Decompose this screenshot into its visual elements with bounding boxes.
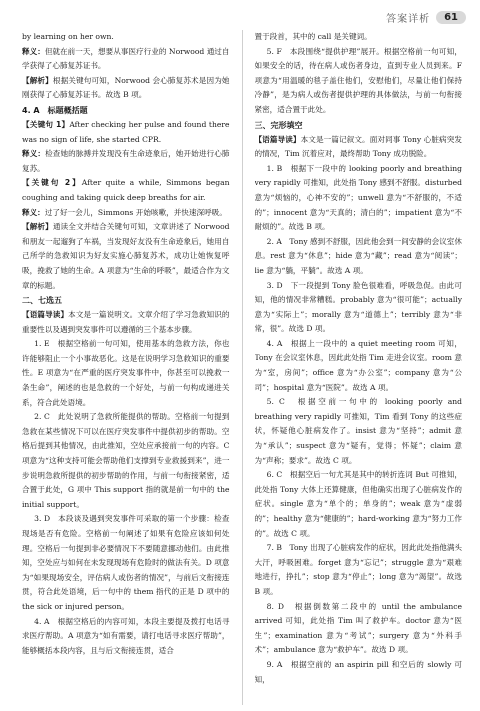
paragraph-text: 本文是一篇记叙文。面对同事 Tony 心脏病突发的情况，Tim 沉着应对，最终帮助 Tony 成功脱险。 — [254, 134, 462, 159]
paragraph-text: 1. B 根据下一段中的 looking poorly and breathing very rapidly 可推知，此处指 Tony 感到不舒服。disturbed 意为“烦恼的，心神不安的”；unwell 意为“不舒服的，不适的”；innocent 意为“天真的；清白的”；impatient 意为“不耐烦的”。故选 B 项。 — [254, 163, 462, 232]
paragraph-text: 2. A Tony 感到不舒服，因此他会到一间安静的会议室休息。rest 意为“休息”；hide 意为“藏”；read 意为“阅读”；lie 意为“躺，平躺”。故选 A 项。 — [254, 236, 462, 275]
paragraph — [255, 337, 463, 395]
paragraph — [255, 45, 463, 118]
paragraph-text: 3. D 本段谈及遇到突发事件可采取的第一个步骤：检查现场是否有危险。空格前一句阐述了如果有危险应该如何处理。空格后一句提到非必要情况下不要随意挪动他们。由此推知，空处应与如何在未发现现场有危险时的做法有关。D 项意为“如果现场安全，评估病人或伤者的情况”，与前后文衔接连贯，符合此处语境，后一句中的 them 指代的正是 D 项中的 the sick or injured person。 — [22, 514, 230, 611]
paragraph-label: 【语篇导读】 — [254, 134, 301, 144]
paragraph — [22, 30, 230, 45]
section-heading — [22, 103, 230, 118]
paragraph-label: 释义： — [22, 207, 45, 217]
header-title: 答案详析 — [386, 14, 431, 25]
paragraph — [255, 279, 463, 337]
paragraph-text: 7. B Tony 出现了心脏病发作的症状，因此此处指他满头大汗，呼吸困难。forget 意为“忘记”；struggle 意为“艰难地进行，挣扎”；stop 意为“停止”；long 意为“渴望”。故选 B 项。 — [254, 543, 462, 596]
paragraph — [255, 541, 463, 599]
section-heading — [255, 118, 463, 133]
paragraph-text: 二、七选五 — [22, 296, 62, 306]
page-header — [386, 10, 466, 25]
paragraph-text: by learning on her own. — [22, 32, 114, 41]
left-column — [22, 30, 230, 705]
paragraph-text: 通读全文并结合关键句可知，文章讲述了 Norwood 和朋友一起遛狗了车祸，当发现好友没有生命迹象后，她用自己所学的急救知识为好友实施心肺复苏术，成功让她恢复呼吸，挽救了她的生命。A 项意为“生命的呼吸”，最适合作为文章的标题。 — [22, 222, 230, 290]
two-column-body — [22, 30, 462, 705]
paragraph-text: 2. C 此处说明了急救所能提供的帮助。空格前一句提到急救在某些情况下可以在医疗突发事件中提供初步的帮助。空格后提到其他情况，由此推知，空处应承接前一句的内容。C 项意为“这种支持可能会帮助他们支撑到专业救援到来”，进一步说明急救所提供的初步帮助的作用，与前一句衔接紧密，适合置于此处，G 项中 This support 指的就是前一句中的 the initial support。 — [22, 412, 230, 509]
paragraph — [22, 220, 230, 293]
section-heading — [22, 293, 230, 308]
paragraph — [22, 206, 230, 221]
paragraph-label: 【关键句 1】 — [22, 119, 70, 129]
paragraph-text: 4. A 根据空格后的内容可知，本段主要提及拨打电话寻求医疗帮助。A 项意为“如有需要，请打电话寻求医疗帮助”，能够概括本段内容，且与后文衔接连贯，适合 — [22, 616, 230, 655]
paragraph-text: 但就在前一天，想要从事医疗行业的 Norwood 通过自学获得了心肺复苏证书。 — [22, 46, 230, 71]
paragraph-label: 【关键句 2】 — [22, 178, 82, 188]
paragraph-text: 置于段首，其中的 call 是关键词。 — [254, 32, 372, 41]
paragraph-label: 【语篇导读】 — [22, 310, 69, 320]
paragraph — [255, 658, 463, 687]
paragraph — [22, 147, 230, 176]
page-number-badge: 61 — [436, 11, 466, 24]
paragraph-label: 释义： — [22, 149, 46, 159]
paragraph-text: 8. D 根据倒数第二段中的 until the ambulance arrived 可知，此处指 Tim 叫了救护车。doctor 意为“医生”；examination 意为“考试”；surgery 意为“外科手术”；ambulance 意为“救护车”。故选 D 项。 — [254, 601, 462, 655]
paragraph-text: 4. A 根据上一段中的 a quiet meeting room 可知，Tony 在会议室休息，因此此处指 Tim 走进会议室。room 意为“室，房间”；office 意为“办公室”；company 意为“公司”；hospital 意为“医院”。故选 A 项。 — [254, 338, 462, 392]
paragraph — [22, 118, 230, 147]
paragraph — [22, 410, 230, 512]
paragraph — [255, 235, 463, 279]
paragraph-label: 【解析】 — [22, 222, 53, 232]
paragraph — [255, 600, 463, 658]
paragraph-text: 3. D 下一段提到 Tony 脸色很难看，呼吸急促。由此可知，他的情况非常糟糕。probably 意为“很可能”；actually 意为“实际上”；morally 意为“道德上”；terribly 意为“非常，很”。故选 D 项。 — [254, 280, 462, 334]
paragraph — [255, 30, 463, 45]
paragraph-text: 6. C 根据空后一句尤其是其中的转折连词 But 可推知，此处指 Tony 大体上还算健康，但他确实出现了心脏病发作的症状。single 意为“单个的；单身的”；weak 意为“虚弱的”；healthy 意为“健康的”；hard-working 意为“努力工作的”。故选 C 项。 — [254, 470, 462, 538]
right-column — [255, 30, 463, 705]
paragraph — [22, 512, 230, 614]
paragraph-text: 检查她的脉搏并发现没有生命迹象后，她开始进行心肺复苏。 — [22, 149, 230, 173]
paragraph — [22, 308, 230, 337]
paragraph-text: 4. A 标题概括题 — [22, 105, 88, 115]
column-divider — [242, 30, 243, 705]
paragraph — [22, 615, 230, 659]
paragraph-label: 【解析】 — [22, 75, 53, 85]
paragraph — [22, 337, 230, 410]
paragraph-text: 5. F 本段围绕“提供护理”展开。根据空格前一句可知，如果安全的话，待在病人或伤者身边，直到专业人员到来。F 项意为“用温暖的毯子盖住他们，安慰他们，尽量让他们保持冷静”，是为病人或伤者提供护理的具体做法，与前一句衔接紧密，适合置于此处。 — [254, 46, 462, 114]
paragraph — [22, 74, 230, 103]
paragraph — [255, 133, 463, 162]
paragraph-label: 释义： — [22, 46, 45, 56]
paragraph — [255, 468, 463, 541]
paragraph-text: 根据关键句可知，Norwood 会心肺复苏术是因为她刚获得了心肺复苏证书。故选 B 项。 — [22, 75, 230, 100]
paragraph-text: 9. A 根据空前的 an aspirin pill 和空后的 slowly 可知， — [254, 659, 462, 684]
paragraph — [22, 176, 230, 205]
paragraph-text: 三、完形填空 — [254, 120, 303, 130]
paragraph — [255, 395, 463, 468]
paragraph-text: After quite a while, Simmons began coughing and taking quick deep breaths for air. — [22, 178, 230, 202]
paragraph-text: 本文是一篇说明文。文章介绍了学习急救知识的重要性以及遇到突发事件可以遵循的三个基本步骤。 — [22, 310, 230, 334]
paragraph-text: 过了好一会儿，Simmons 开始咳嗽，并快速深呼吸。 — [44, 207, 227, 217]
paragraph-text: 1. E 根据空格前一句可知，使用基本的急救方法，你也许能够阻止一个小事故恶化。这是在说明学习急救知识的重要性。E 项意为“在严重的医疗突发事件中，你甚至可以挽救一条生命”，阐述的也是急救的一个好处，与前一句构成递进关系，符合此处语境。 — [22, 339, 230, 407]
paragraph — [22, 45, 230, 74]
paragraph-text: After checking her pulse and found there was no sign of life, she started CPR. — [22, 119, 230, 144]
paragraph-text: 5. C 根据空前一句中的 looking poorly and breathing very rapidly 可推知，Tim 看到 Tony 的这些症状，怀疑他心脏病发作了。insist 意为“坚持”；admit 意为“承认”；suspect 意为“疑有，觉得；怀疑”；claim 意为“声称；要求”。故选 C 项。 — [254, 397, 462, 465]
paragraph — [255, 162, 463, 235]
